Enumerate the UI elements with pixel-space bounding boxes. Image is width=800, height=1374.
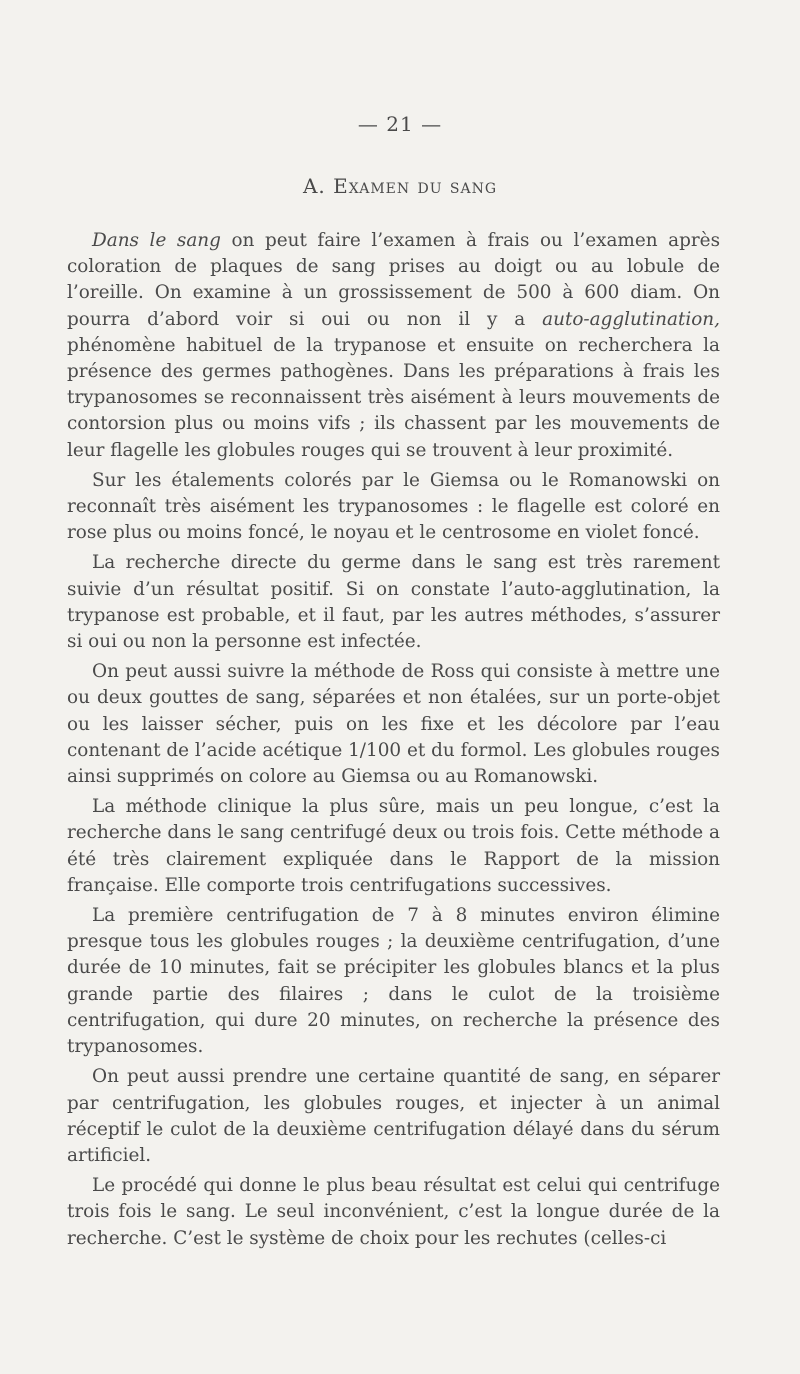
page-number: — 21 —: [357, 112, 443, 136]
paragraph-8: Le procédé qui donne le plus beau résultat est celui qui centrifuge trois fois le sang. Le seul inconvénient, c’est la longue durée de la recherche. C’est le système de choix pour les rechutes (celles-ci: [67, 1175, 720, 1249]
paragraph-7: On peut aussi prendre une certaine quantité de sang, en séparer par centrifugation, les globules rouges, et injecter à un animal réceptif le culot de la deuxième centrifugation délayé dans du sérum artificiel.: [67, 1066, 720, 1166]
paragraph-1-text-a: on peut faire l’examen à frais ou l’examen après coloration de plaques de sang prises au doigt ou au lobule de l’oreille. On examine à un grossissement de 500 à 600 diam. On pourra d’abord voir si oui ou non il y a: [67, 230, 721, 330]
paragraph-1-italic-term: auto-agglutination,: [542, 308, 720, 330]
paragraph-1-lead: Dans le sang: [92, 230, 221, 251]
paragraph-5: La méthode clinique la plus sûre, mais un peu longue, c’est la recherche dans le sang centrifugé deux ou trois fois. Cette méthode a été très clairement expliquée dans le Rapport de la mission française. Elle comporte trois centrifugations successives.: [67, 796, 720, 896]
paragraph-1-text-b: phénomène habituel de la trypanose et ensuite on recherchera la présence des germes pathogènes. Dans les préparations à frais les trypanosomes se reconnaissent très aisément à leurs mouvements de contorsion plus ou moins vifs ; ils chassent par les mouvements de leur flagelle les globules rouges qui se trouvent à leur proximité.: [67, 334, 720, 461]
body-text: [67, 228, 720, 1256]
paragraph-6: La première centrifugation de 7 à 8 minutes environ élimine presque tous les globules rouges ; la deuxième centrifugation, d’une durée de 10 minutes, fait se précipiter les globules blancs et la plus grande partie des filaires ; dans le culot de la troisième centrifugation, qui dure 20 minutes, on recherche la présence des trypanosomes.: [67, 905, 720, 1058]
paragraph-4: On peut aussi suivre la méthode de Ross qui consiste à mettre une ou deux gouttes de sang, séparées et non étalées, sur un porte-objet ou les laisser sécher, puis on les fixe et les décolore par l’eau contenant de l’acide acétique 1/100 et du formol. Les globules rouges ainsi supprimés on colore au Giemsa ou au Romanowski.: [67, 661, 720, 788]
section-heading: A. Examen du sang: [302, 174, 497, 198]
paragraph-2: Sur les étalements colorés par le Giemsa ou le Romanowski on reconnaît très aisément les trypanosomes : le flagelle est coloré en rose plus ou moins foncé, le noyau et le centrosome en violet foncé.: [67, 469, 720, 544]
paragraph-1: [67, 228, 720, 464]
paragraph-3: La recherche directe du germe dans le sang est très rarement suivie d’un résultat positif. Si on constate l’auto-agglutination, la trypanose est probable, et il faut, par les autres méthodes, s’assurer si oui ou non la personne est infectée.: [67, 552, 720, 653]
